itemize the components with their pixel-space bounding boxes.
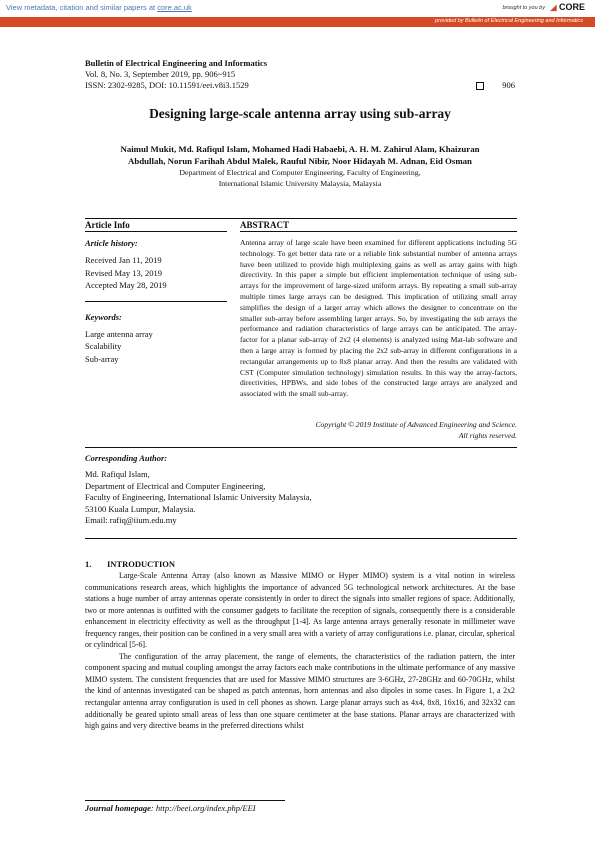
history-item: Revised May 13, 2019 [85, 267, 162, 278]
core-logo-text: CORE [558, 2, 585, 12]
footer-divider [85, 800, 285, 801]
authors-line: Naimul Mukit, Md. Rafiqul Islam, Mohamed Hadi Habaebi, A. H. M. Zahirul Alam, Khaizuran [120, 144, 480, 154]
copyright [240, 420, 517, 442]
paper-title: Designing large-scale antenna array using sub-array [149, 106, 451, 121]
journal-issn: ISSN: 2302-9285, DOI: 10.11591/eei.v8i3.1529 [85, 80, 249, 90]
paragraph: Large-Scale Antenna Array (also known as Massive MIMO or Hyper MIMO) system is a vital notion in wireless communications research areas, which highlights the importance of advanced 5G technological network architectures. At the base stations a huge number of array antennas operate consistently in order to direct the signals into smaller regions of space. Additionally, two or more antennas is outfitted with the consumer gadgets to facilitate the reception of signals, consequently there is a considerable enhancement in electricity effectivity as well as the throughput [1-4]. As large antenna arrays generally resonate in millimeter wave frequency ranges, their position can be confined in a very small area with a variety of array configurations i.e. planar, circular, spherical or cylindrical [5-6]. [85, 571, 515, 650]
divider [85, 301, 227, 302]
divider [85, 538, 517, 539]
keyword: Sub-array [85, 353, 119, 364]
divider [85, 447, 517, 448]
journal-header [85, 58, 515, 91]
divider [240, 231, 517, 232]
core-logo[interactable] [550, 2, 585, 12]
article-info-heading: Article Info [85, 220, 130, 230]
core-banner [0, 0, 595, 16]
metadata-link[interactable] [6, 3, 192, 12]
brought-by-text: brought to you by [502, 5, 545, 11]
corresponding-heading: Corresponding Author: [85, 453, 168, 463]
copyright-line: Copyright © 2019 Institute of Advanced Engineering and Science. [315, 420, 517, 429]
introduction-body [85, 570, 515, 732]
section-heading [85, 559, 175, 569]
section-number: 1. [85, 559, 92, 569]
history-item: Accepted May 28, 2019 [85, 280, 167, 290]
corresponding-author [85, 469, 515, 527]
divider [85, 218, 517, 219]
article-info [85, 232, 227, 365]
core-logo-icon: ◢ [550, 3, 557, 12]
footer-label: Journal homepage [85, 803, 151, 813]
affiliation [85, 167, 515, 189]
provided-by-text: provided by Bulletin of Electrical Engineering and Informatics [435, 18, 583, 24]
corresponding-email[interactable]: Email: rafiq@iium.edu.my [85, 515, 177, 525]
page-number-block [476, 80, 515, 91]
history-heading: Article history: [85, 238, 138, 248]
keywords-heading: Keywords: [85, 311, 122, 322]
page-number: 906 [502, 80, 515, 90]
corresponding-line: Department of Electrical and Computer Engineering, [85, 480, 266, 491]
copyright-line: All rights reserved. [458, 430, 517, 440]
history-item: Received Jan 11, 2019 [85, 255, 162, 265]
corresponding-line: Faculty of Engineering, International Islamic University Malaysia, [85, 492, 312, 502]
corresponding-line: 53100 Kuala Lumpur, Malaysia. [85, 503, 196, 514]
square-icon [476, 82, 484, 90]
journal-volume: Vol. 8, No. 3, September 2019, pp. 906~915 [85, 69, 236, 79]
section-title: INTRODUCTION [107, 559, 176, 569]
authors-line: Abdullah, Norun Farihah Abdul Malek, Rauful Nibir, Noor Hidayah M. Adnan, Eid Osman [128, 156, 472, 166]
core-link[interactable]: core.ac.uk [157, 3, 192, 12]
journal-homepage-link[interactable]: : http://beei.org/index.php/EEI [150, 803, 256, 813]
keyword: Scalability [85, 341, 122, 351]
journal-name: Bulletin of Electrical Engineering and Informatics [85, 58, 268, 68]
affiliation-line: International Islamic University Malaysia, Malaysia [218, 179, 382, 188]
affiliation-line: Department of Electrical and Computer Engineering, Faculty of Engineering, [179, 168, 421, 177]
paragraph: The configuration of the array placement, the range of elements, the characteristics of the radiation pattern, the inter component spacing and mutual coupling amongst the array factors each make contributions in the ultimate performance of any massive MIMO system. The consistent frequencies that are used for Massive MIMO structures are 3-6GHz, 27-28GHz and 60-70GHz, whilst the kind of antennas investigated can be shaped as patch antennas, horn antennas and also dipoles in some cases. In Figure 1, a 2x2 rectangular antenna array configuration is used in cell phones as shown. Large planar arrays such as 4x4, 8x8, 16x16, and 32x32 can additionally be geared upinto small areas of less than one square centimeter at the base stations. Planar arrays are characterized with high gains and very directive beams in the preferred directions whilst [85, 651, 515, 731]
footer [85, 803, 256, 813]
abstract-heading: ABSTRACT [240, 220, 290, 230]
journal-issn-row [85, 80, 515, 91]
authors [85, 143, 515, 167]
metadata-link-prefix: View metadata, citation and similar papers at [6, 3, 158, 12]
corresponding-line: Md. Rafiqul Islam, [85, 469, 150, 479]
abstract-text: Antenna array of large scale have been examined for different applications including 5G technology. To get better data rate or a reliable link substantial number of antenna arrays have been utilized to provide high multiplexing gains as well as array gains with high directivity. In this paper a simple but efficient implementation technique of using sub-arrays for the improvement of large-sized uniform arrays. By repeating a small sub-array multiple times large arrays can be designed. This implication of utilizing small array simplifies the design of a larger array which allows the designer to concentrate on the smaller sub-array before assembling larger arrays. So, by investigating the sub arrays the performance and radiation characteristics of large arrays can be anticipated. The array-factor for a planar sub-array of 2x2 (4 elements) is analyzed using Mat-lab software and then a large array is formed by placing the 2x2 sub-array in different configurations in a rectangular arrangements up to 8x8 planar array. And then the results are validated with CST (Computer simulation technology) simulation results. In this way the array-factors, directivities, HPBWs, and side lobes of the constructed large arrays are analyzed and associated with the small sub-array. [240, 238, 517, 399]
provided-by-bar [0, 17, 595, 27]
keyword: Large antenna array [85, 328, 153, 339]
